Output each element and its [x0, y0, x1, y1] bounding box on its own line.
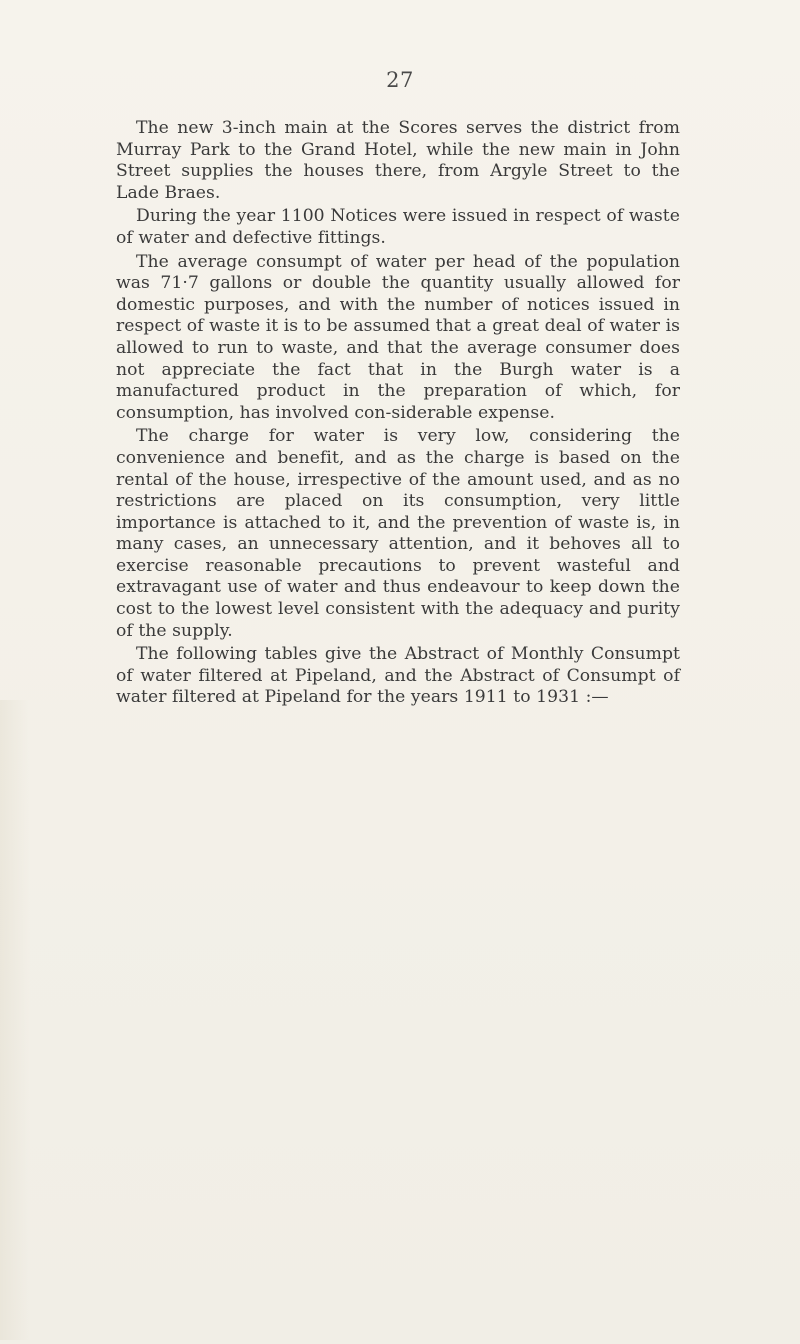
paragraph-average-consumpt: The average consumpt of water per head of the population was 71·7 gallons or double the quantity usually allowed for domestic purposes, and with the number of notices issued in respect of waste it is to be assumed that a great deal of water is allowed to run to waste, and that the average consumer does not appreciate the fact that in the Burgh water is a manufactured product in the preparation of which, for consumption, has involved con-siderable expense. — [116, 251, 680, 423]
paragraph-waste-notices: During the year 1100 Notices were issued in respect of waste of water and defective fittings. — [116, 206, 680, 248]
body-text — [116, 118, 680, 711]
paragraph-water-charge: The charge for water is very low, considering the convenience and benefit, and as the charge is based on the rental of the house, irrespective of the amount used, and as no restrictions are placed on its consumption, very little importance is attached to it, and the prevention of waste is, in many cases, an unnecessary attention, and it behoves all to exercise reasonable precautions to prevent wasteful and extravagant use of water and thus endeavour to keep down the cost to the lowest level consistent with the adequacy and purity of the supply. — [116, 426, 680, 641]
paragraph-new-mains: The new 3-inch main at the Scores serves the district from Murray Park to the Grand Hotel, while the new main in John Street supplies the houses there, from Argyle Street to the Lade Braes. — [116, 118, 680, 203]
page-edge-shading — [0, 700, 30, 1340]
paragraph-following-tables: The following tables give the Abstract of Monthly Consumpt of water filtered at Pipeland, and the Abstract of Consumpt of water filtered at Pipeland for the years 1911 to 1931 :— — [116, 644, 680, 708]
page-number: 27 — [386, 68, 414, 92]
